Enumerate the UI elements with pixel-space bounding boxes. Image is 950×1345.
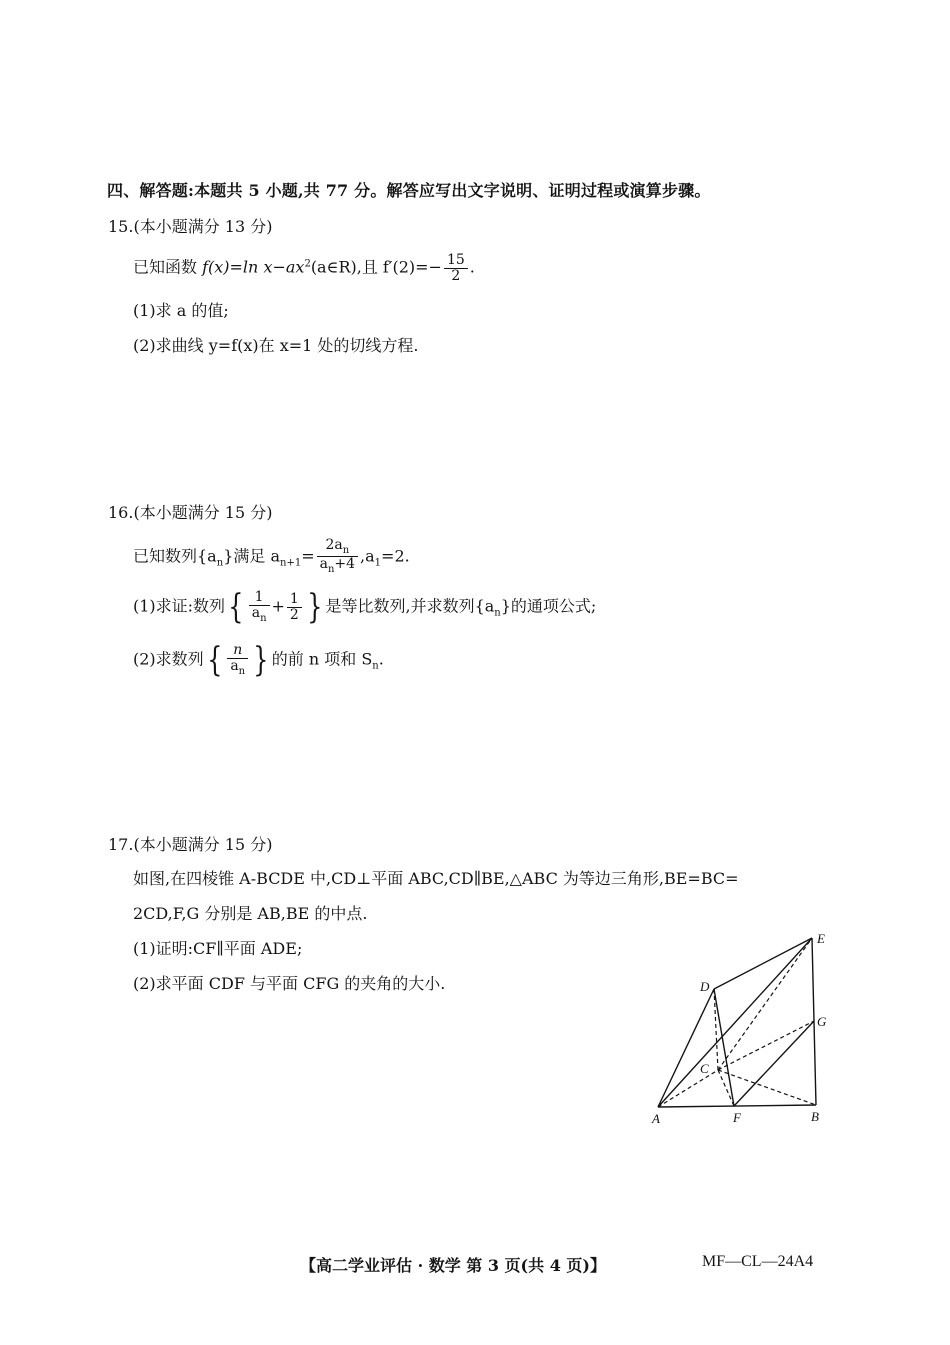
pyramid-figure [640, 925, 840, 1130]
q16-recurrence-fraction [317, 538, 358, 576]
q16-stem [133, 538, 410, 576]
label-C: C [700, 1061, 709, 1076]
q15-stem-end: . [469, 257, 475, 277]
edge-AD [658, 989, 714, 1107]
q16-p1-f1-den-text: a [251, 604, 261, 621]
q16-p2-num [227, 643, 248, 659]
q16-sub-n: n [216, 557, 224, 569]
q15-frac-num: 15 [444, 253, 468, 269]
q17-part2: (2)求平面 CDF 与平面 CFG 的夹角的大小. [133, 974, 446, 993]
q16-sub-1: 1 [374, 557, 382, 569]
q16-sub-n1: n+1 [280, 557, 302, 569]
q16-title: 16.(本小题满分 15 分) [108, 503, 273, 522]
q16-p2-sub-n: n [372, 660, 379, 672]
q15-stem-prefix: 已知函数 [133, 257, 203, 277]
q16-frac-num-text: 2a [325, 537, 343, 553]
label-D: D [700, 979, 710, 994]
edge-DE [714, 938, 812, 989]
q16-p1-plus: + [271, 596, 285, 616]
q16-p1-f2-den: 2 [289, 606, 299, 623]
edge-FG [734, 1021, 814, 1106]
q16-p2-den [227, 659, 248, 677]
label-E: E [817, 931, 825, 946]
q16-frac-den-text: a [319, 556, 328, 573]
label-F: F [733, 1110, 741, 1125]
left-brace-icon: { [228, 587, 244, 627]
q16-p1-prefix: (1)求证:数列 [133, 596, 226, 616]
q16-p1-f1-den [249, 606, 270, 624]
label-G: G [817, 1014, 827, 1029]
q16-stem-e: =2. [381, 546, 410, 566]
q16-p1-frac1 [249, 590, 270, 624]
page-footer: 【高二学业评估 · 数学 第 3 页(共 4 页)】 [300, 1256, 606, 1275]
q16-p1-f1-num: 1 [249, 590, 270, 606]
q16-p1-sub-n: n [494, 607, 501, 619]
q17-part1: (1)证明:CF∥平面 ADE; [133, 939, 303, 958]
edge-AB [658, 1105, 816, 1107]
label-A: A [652, 1111, 660, 1126]
edge-CE [718, 938, 812, 1070]
q16-p1-suffix-a: 是等比数列,并求数列{a [325, 596, 495, 616]
q15-part2: (2)求曲线 y=f(x)在 x=1 处的切线方程. [133, 336, 419, 355]
q17-line2: 2CD,F,G 分别是 AB,BE 的中点. [133, 904, 368, 923]
q16-p2-den-text: a [230, 657, 239, 674]
q16-p2-den-sub: n [238, 665, 246, 677]
q15-part1: (1)求 a 的值; [133, 301, 229, 320]
q16-p2-end: . [378, 649, 384, 669]
edge-CG [718, 1021, 814, 1070]
q15-exponent: 2 [304, 258, 311, 270]
q15-stem [133, 253, 475, 283]
left-brace-icon: { [206, 640, 223, 680]
q15-title: 15.(本小题满分 13 分) [108, 217, 273, 236]
q16-frac-num-sub: n [342, 544, 350, 556]
q16-p1-f1-den-sub: n [260, 612, 267, 624]
q17-title: 17.(本小题满分 15 分) [108, 835, 273, 854]
q16-frac-den-tail: +4 [334, 556, 356, 573]
q16-p1-f2-num: 1 [287, 592, 302, 608]
q16-p2-frac [227, 643, 248, 677]
q16-p1-frac2 [287, 592, 302, 622]
q16-p2-num-text: n [233, 642, 243, 658]
q15-fraction [444, 253, 468, 283]
q17-line1: 如图,在四棱锥 A-BCDE 中,CD⊥平面 ABC,CD∥BE,△ABC 为等边三角形,BE=BC= [133, 869, 739, 888]
q15-stem-mid: (a∈R),且 f′(2)=− [310, 257, 442, 277]
section-header: 四、解答题:本题共 5 小题,共 77 分。解答应写出文字说明、证明过程或演算步骤。 [107, 181, 711, 200]
right-brace-icon: } [253, 640, 269, 680]
q16-frac-den-sub: n [327, 564, 335, 576]
paper-code: MF—CL—24A4 [702, 1253, 814, 1270]
q16-frac-num [317, 538, 358, 557]
q16-stem-c: = [301, 546, 315, 566]
label-B: B [811, 1109, 819, 1124]
edge-AE [658, 938, 812, 1107]
q16-stem-a: 已知数列{a [133, 546, 217, 566]
q16-p2-prefix: (2)求数列 [133, 649, 204, 669]
q16-part1 [133, 587, 597, 627]
q16-frac-den [317, 557, 358, 575]
q16-stem-d: ,a [360, 546, 375, 566]
q15-frac-den: 2 [451, 267, 461, 284]
q16-p2-suffix: 的前 n 项和 S [271, 649, 373, 669]
q15-function: f(x)=ln x−ax [202, 257, 305, 277]
q16-part2 [133, 640, 384, 680]
right-brace-icon: } [307, 587, 323, 627]
q16-p1-suffix-b: }的通项公式; [500, 596, 597, 616]
q16-stem-b: }满足 a [223, 546, 280, 566]
